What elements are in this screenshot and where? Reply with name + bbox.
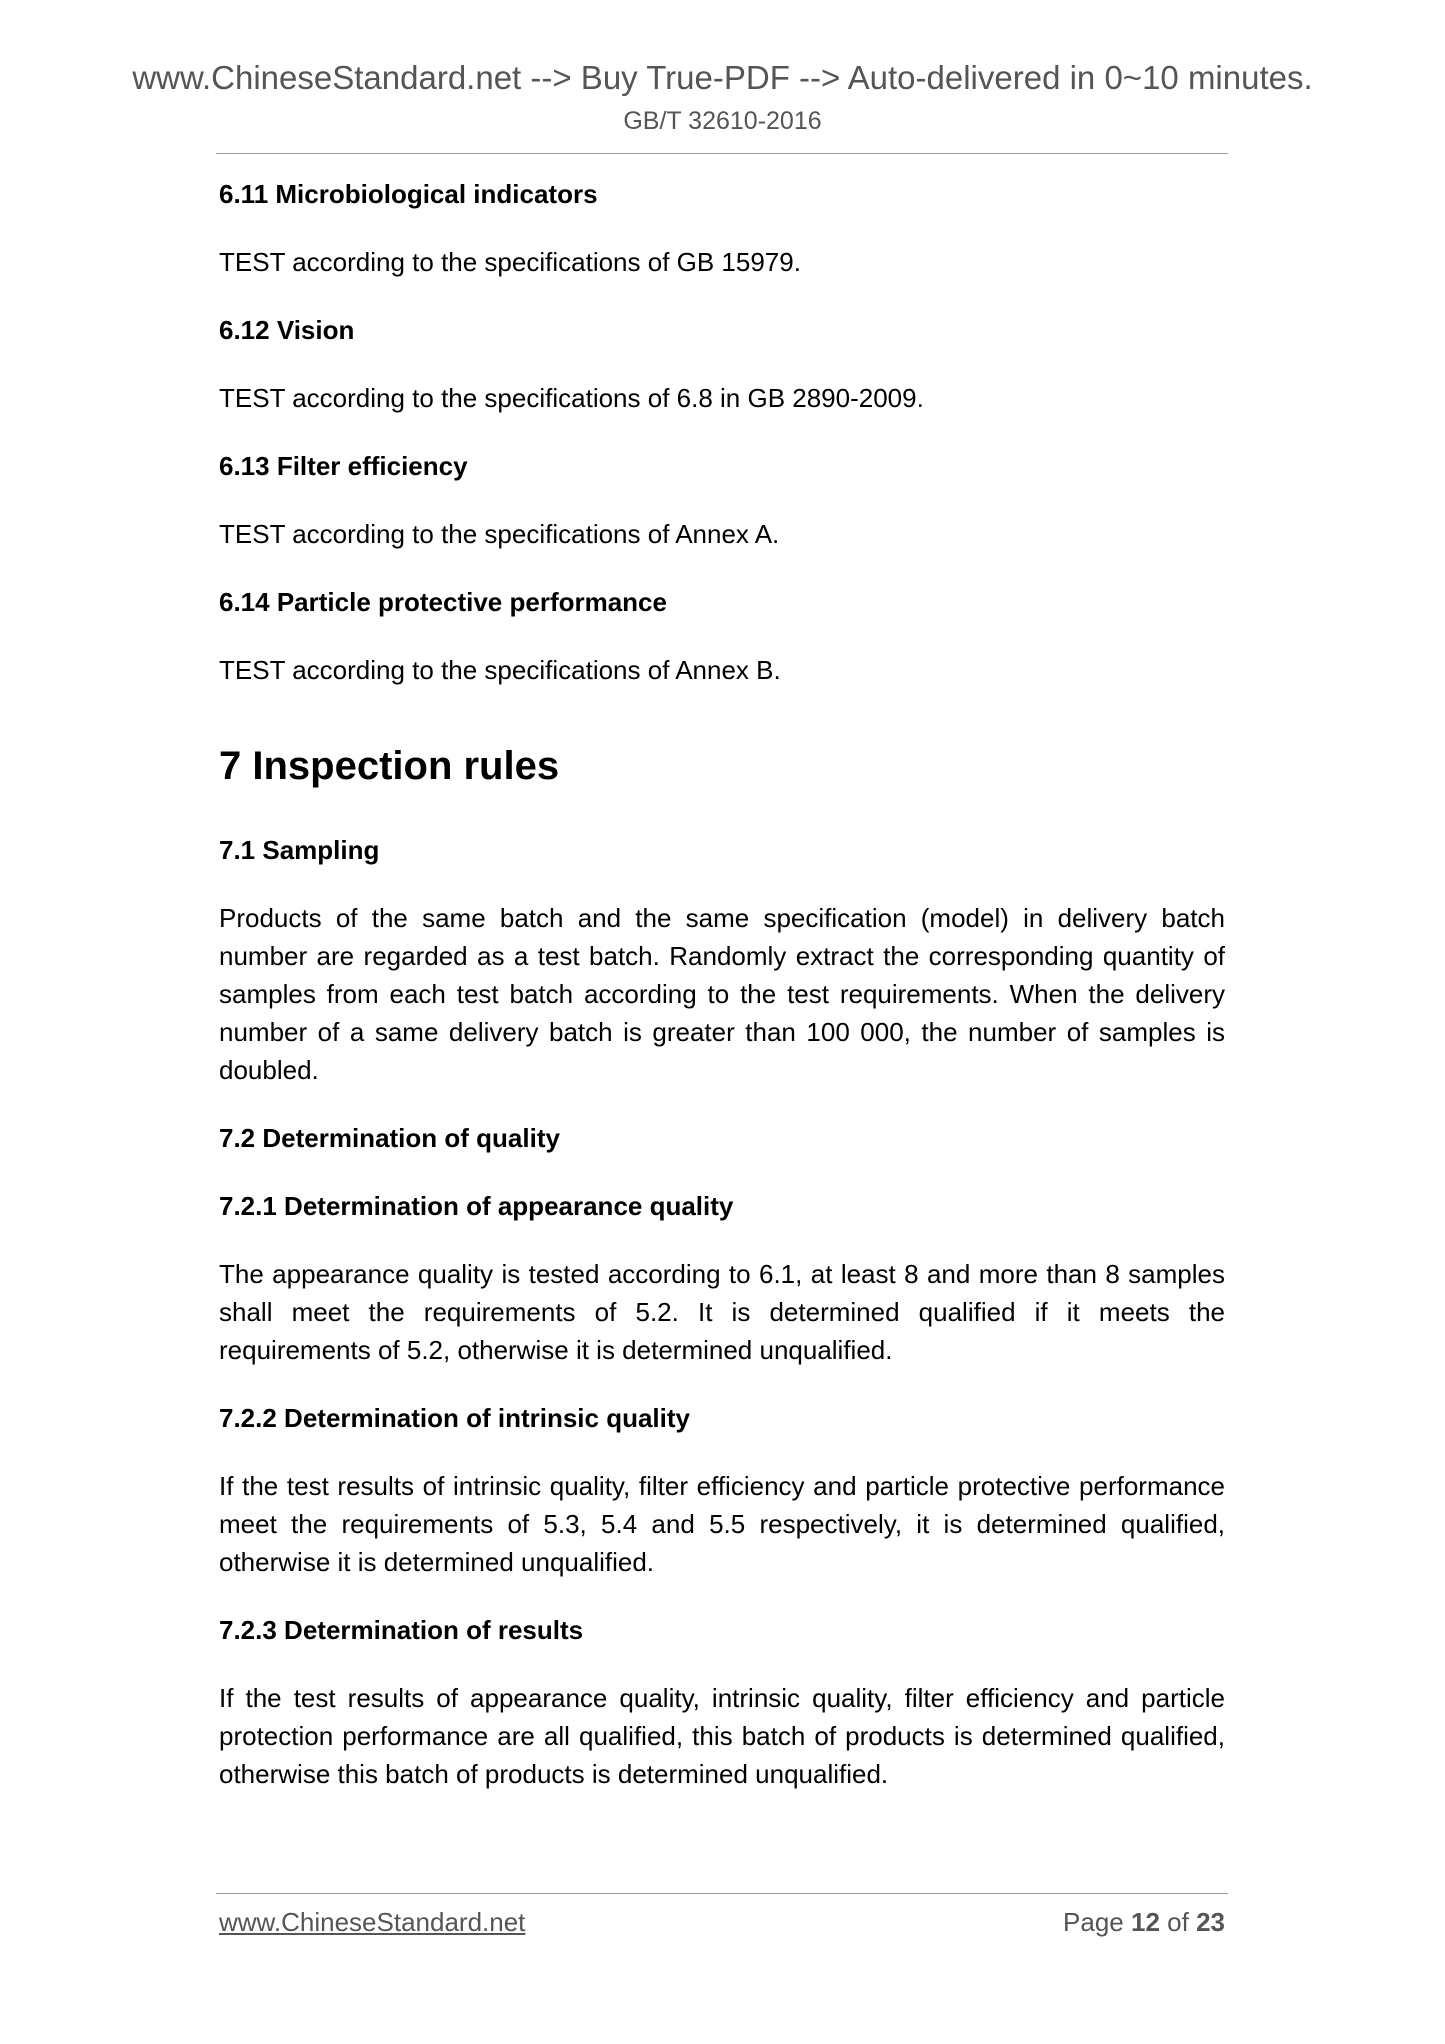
chapter-title: 7 Inspection rules	[219, 744, 560, 788]
subsection-text: If the test results of intrinsic quality, filter efficiency and particle protective performance meet the requirements of 5.3, 5.4 and 5.5 respectively, it is determined qualified, otherwise it is determined unqualified.	[219, 1471, 1225, 1577]
section-title: 7.1 Sampling	[219, 835, 380, 865]
page-header	[0, 58, 1445, 136]
page-current: 12	[1131, 1907, 1160, 1937]
page-number	[1063, 1904, 1225, 1940]
section-title: 6.12 Vision	[219, 315, 355, 345]
section-title: 7.2 Determination of quality	[219, 1123, 560, 1153]
section-title: 6.13 Filter efficiency	[219, 451, 468, 481]
subsection-title: 7.2.1 Determination of appearance quality	[219, 1191, 734, 1221]
subsection-title: 7.2.3 Determination of results	[219, 1615, 584, 1645]
page-footer	[219, 1904, 1225, 1940]
section-text: Products of the same batch and the same specification (model) in delivery batch number are regarded as a test batch. Randomly extract the corresponding quantity of samples from each test batch according to the test requirements. When the delivery number of a same delivery batch is greater than 100 000, the number of samples is doubled.	[219, 903, 1225, 1085]
footer-divider	[216, 1893, 1228, 1894]
promo-banner[interactable]: www.ChineseStandard.net --> Buy True-PDF --> Auto-delivered in 0~10 minutes.	[132, 59, 1313, 96]
document-body	[219, 175, 1225, 1823]
page-total: 23	[1196, 1907, 1225, 1937]
header-divider	[216, 153, 1228, 154]
section-text: TEST according to the specifications of Annex B.	[219, 655, 781, 685]
page-label: Page	[1063, 1907, 1124, 1937]
section-text: TEST according to the specifications of 6.8 in GB 2890-2009.	[219, 383, 924, 413]
section-text: TEST according to the specifications of GB 15979.	[219, 247, 801, 277]
subsection-title: 7.2.2 Determination of intrinsic quality	[219, 1403, 690, 1433]
section-text: TEST according to the specifications of Annex A.	[219, 519, 780, 549]
subsection-text: The appearance quality is tested according to 6.1, at least 8 and more than 8 samples shall meet the requirements of 5.2. It is determined qualified if it meets the requirements of 5.2, otherwise it is determined unqualified.	[219, 1259, 1225, 1365]
section-title: 6.11 Microbiological indicators	[219, 179, 598, 209]
footer-link[interactable]: www.ChineseStandard.net	[219, 1907, 526, 1937]
section-title: 6.14 Particle protective performance	[219, 587, 667, 617]
page-of: of	[1167, 1907, 1189, 1937]
subsection-text: If the test results of appearance quality, intrinsic quality, filter efficiency and particle protection performance are all qualified, this batch of products is determined qualified, otherwise this batch of products is determined unqualified.	[219, 1683, 1225, 1789]
document-code: GB/T 32610-2016	[623, 107, 822, 135]
